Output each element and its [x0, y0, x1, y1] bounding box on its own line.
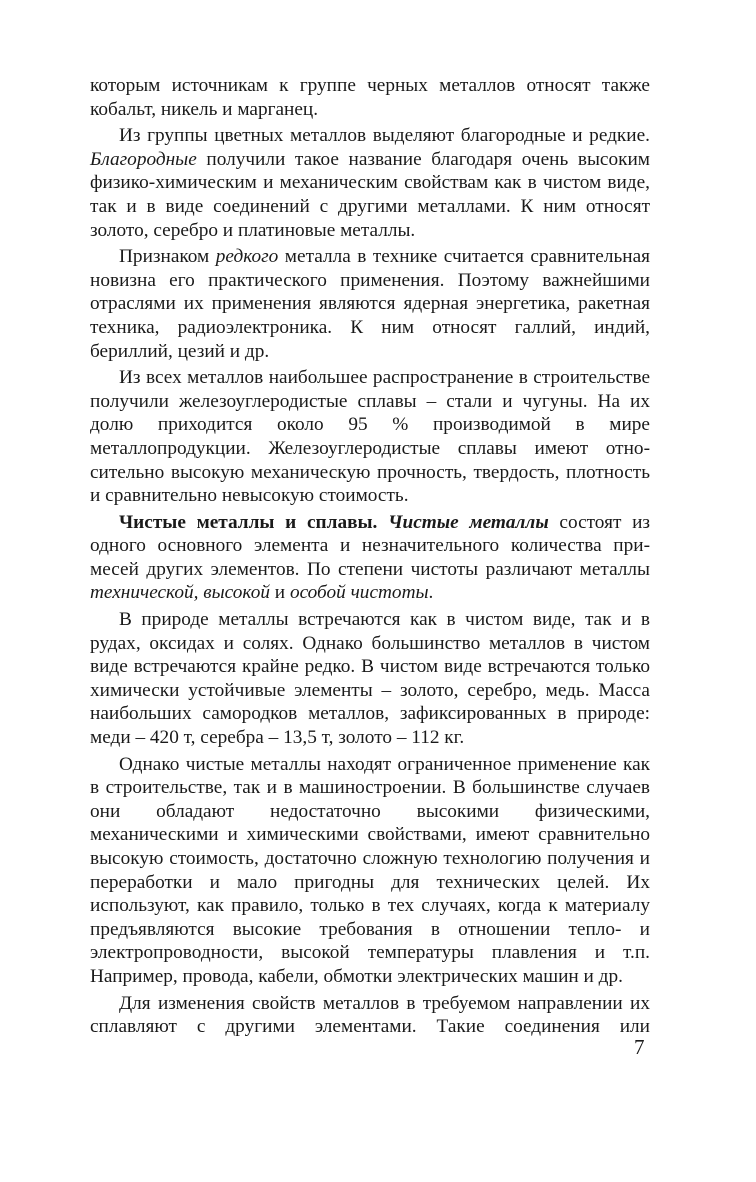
paragraph-pure-metals [90, 511, 650, 605]
paragraph-text: . [428, 582, 434, 604]
section-heading: Чистые металлы и сплавы. [119, 511, 378, 533]
paragraph-noble-metals [90, 124, 650, 242]
page-body [90, 74, 650, 1039]
paragraph-continuation [90, 74, 650, 121]
paragraph-text: Для изменения свойств металлов в требуемом направлении их сплавляют с другими элементами. Такие соединения или [90, 992, 650, 1038]
paragraph-text: металла в технике считается сравнительная новизна его практического применения. Поэтому важнейшими отраслями их применения являются ядерная энергетика, ракетная техника, радиоэлектроника. К ним относят галлий, индий, бериллий, цезий и др. [90, 246, 651, 362]
paragraph-rare-metals [90, 245, 650, 363]
paragraph-text: и [269, 582, 290, 604]
page-number: 7 [634, 1035, 645, 1059]
paragraph-text: Из группы цветных металлов выделяют благородные и редкие. [119, 125, 650, 147]
paragraph-text: которым источникам к группе черных металлов относят также кобальт, никель и марганец. [90, 75, 650, 120]
paragraph-limited-application [90, 753, 650, 989]
paragraph-text: Однако чистые металлы находят ограниченное применение как в строительстве, так и в машиностроении. В большинстве случаев они обладают недостаточно высокими физическими, механическими и химическими свойствами, имеют сравнительно высокую стоимость, достаточно сложную технологию получения и переработки и мало пригодны для технических целей. Их используют, как правило, только в тех случаях, когда к материалу предъявляются высокие требования в отношении тепло- и электропроводности, высокой температуры плавления и т.п. Например, провода, кабели, обмотки электрических машин и др. [90, 753, 650, 987]
paragraph-text: состоят из одного основного элемента и незначительного количества примесей других элементов. По степени чистоты различают металлы [90, 511, 650, 580]
term-special-purity: особой чистоты [289, 582, 429, 604]
paragraph-nature-occurrence [90, 608, 650, 750]
paragraph-text: В природе металлы встречаются как в чистом виде, так и в рудах, оксидах и солях. Однако большинство металлов в чистом виде встречаются крайне редко. В чистом виде встречаются только химически устойчивые элементы – золото, серебро, медь. Масса наибольших самородков металлов, зафиксированных в природе: меди – 420 т, серебра – 13,5 т, золото – 112 кг. [90, 609, 650, 749]
paragraph-text: Признаком [119, 246, 216, 268]
term-rare: редкого [215, 246, 279, 268]
paragraph-text: получили такое название благодаря очень высоким физико-химическим и механическим свойствам как в чистом виде, так и в виде соединений с другими металлами. К ним относят золото, серебро и платиновые металлы. [90, 148, 650, 241]
term-pure-metals: Чистые металлы [388, 511, 549, 533]
paragraph-text: Из всех металлов наибольшее распространение в строительстве получили железоуглеродистые сплавы – стали и чугуны. На их долю приходится около 95 % производимой в мире металлопродукции. Железоуглеродистые сплавы имеют относительно высокую механическую прочность, твердость, плотность и сравнительно невысокую стоимость. [90, 367, 650, 507]
term-technical-high: технической, высокой [90, 582, 270, 604]
paragraph-alloying [90, 992, 650, 1039]
paragraph-iron-carbon-alloys [90, 366, 650, 508]
term-noble: Благородные [90, 148, 197, 170]
